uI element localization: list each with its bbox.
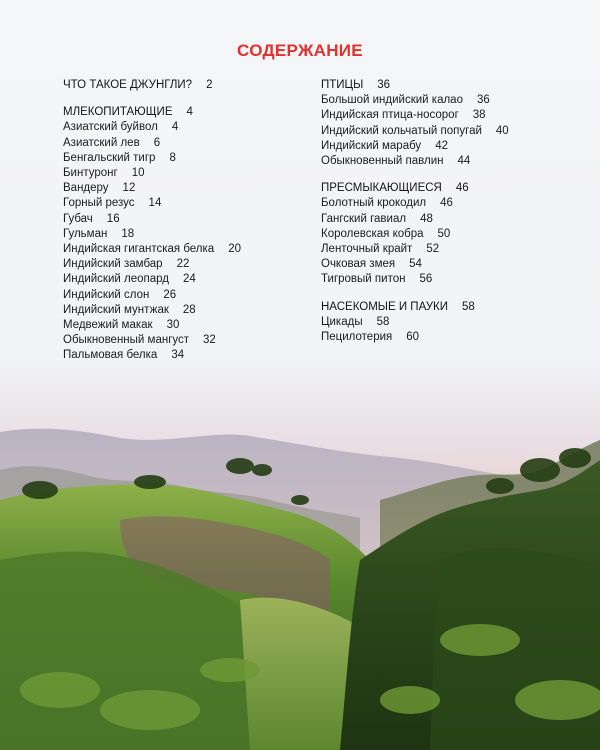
toc-page-number: 54 <box>409 258 422 271</box>
toc-entry[interactable] <box>321 139 509 154</box>
toc-entry-label: Ленточный крайт <box>321 243 413 256</box>
toc-entry-label: Индийский марабу <box>321 139 422 152</box>
toc-heading[interactable] <box>321 181 509 196</box>
toc-entry-label: Цикады <box>321 315 363 328</box>
toc-entry[interactable] <box>321 124 509 139</box>
toc-page-number: 42 <box>435 139 448 152</box>
toc-left-column <box>63 78 241 376</box>
toc-entry[interactable] <box>63 212 241 227</box>
toc-entry-label: Индийский кольчатый попугай <box>321 124 482 137</box>
toc-entry[interactable] <box>63 272 241 287</box>
toc-entry-label: Медвежий макак <box>63 319 153 332</box>
toc-entry-label: Азиатский буйвол <box>63 121 158 134</box>
toc-section <box>321 78 509 169</box>
toc-entry[interactable] <box>63 333 241 348</box>
toc-entry-label: Гангский гавиал <box>321 212 407 225</box>
toc-page-number: 40 <box>495 124 509 137</box>
toc-page-number: 30 <box>166 319 180 332</box>
toc-entry[interactable] <box>63 318 241 333</box>
toc-page-number: 58 <box>376 315 390 328</box>
toc-page-number: 60 <box>406 331 420 344</box>
toc-section <box>63 105 241 363</box>
toc-entry-label: Тигровый питон <box>321 273 406 286</box>
toc-entry-label: Индийский мунтжак <box>63 303 169 316</box>
toc-entry-label: Пальмовая белка <box>63 349 158 362</box>
toc-page-number: 28 <box>182 303 196 316</box>
toc-page-number: 4 <box>186 106 193 119</box>
toc-entry-label: Вандеру <box>63 182 109 195</box>
toc-entry[interactable] <box>321 330 509 345</box>
toc-entry-label: Губач <box>63 212 93 225</box>
toc-heading-label: ПРЕСМЫКАЮЩИЕСЯ <box>321 182 442 195</box>
toc-heading-label: МЛЕКОПИТАЮЩИЕ <box>63 106 173 119</box>
toc-entry[interactable] <box>63 120 241 135</box>
toc-page-number: 8 <box>169 151 176 164</box>
toc-section <box>63 78 241 93</box>
toc-heading-label: ПТИЦЫ <box>321 79 364 91</box>
toc-entry[interactable] <box>321 272 509 287</box>
toc-entry-label: Королевская кобра <box>321 227 424 240</box>
toc-entry[interactable] <box>63 166 241 181</box>
toc-entry[interactable] <box>63 257 241 272</box>
toc-entry[interactable] <box>321 257 509 272</box>
toc-page-number: 44 <box>457 155 471 168</box>
toc-page-number: 6 <box>153 136 161 149</box>
toc-page-number: 4 <box>171 121 179 134</box>
toc-page-number: 12 <box>122 182 136 195</box>
toc-page-number: 38 <box>472 109 486 122</box>
toc-entry-label: Обыкновенный павлин <box>321 155 444 168</box>
toc-entry[interactable] <box>321 212 509 227</box>
toc-entry[interactable] <box>321 93 509 108</box>
toc-entry[interactable] <box>63 227 241 242</box>
toc-page-number: 34 <box>171 349 185 362</box>
toc-entry-label: Азиатский лев <box>63 136 140 149</box>
toc-page-number: 14 <box>148 197 162 210</box>
toc-entry[interactable] <box>321 242 509 257</box>
toc-entry-label: Горный резус <box>63 197 135 210</box>
toc-entry-label: Индийский леопард <box>63 273 169 286</box>
toc-page-number: 2 <box>206 79 213 91</box>
toc-entry[interactable] <box>321 154 509 169</box>
toc-page-number: 20 <box>228 243 241 256</box>
toc-right-column <box>321 78 509 357</box>
toc-entry-label: Обыкновенный мангуст <box>63 334 190 347</box>
toc-page-number: 56 <box>419 273 433 286</box>
toc-page-number: 18 <box>121 227 135 240</box>
toc-page-number: 26 <box>163 288 177 301</box>
toc-page-number: 32 <box>203 334 216 347</box>
toc-page-number: 36 <box>377 79 391 91</box>
toc-entry-label: Большой индийский калао <box>321 94 463 107</box>
toc-entry[interactable] <box>63 136 241 151</box>
toc-entry-label: Индийский слон <box>63 288 150 301</box>
toc-entry[interactable] <box>63 196 241 211</box>
toc-entry[interactable] <box>63 288 241 303</box>
toc-page-number: 52 <box>426 243 440 256</box>
toc-section <box>321 181 509 287</box>
toc-entry-label: Бинтуронг <box>63 167 118 180</box>
toc-page-number: 46 <box>455 182 469 195</box>
toc-heading[interactable] <box>63 78 241 93</box>
toc-entry-label: Очковая змея <box>321 258 396 271</box>
toc-entry[interactable] <box>63 242 241 257</box>
toc-heading-label: НАСЕКОМЫЕ И ПАУКИ <box>321 300 448 313</box>
toc-page-number: 22 <box>176 258 190 271</box>
toc-entry[interactable] <box>321 227 509 242</box>
toc-page-number: 10 <box>131 167 145 180</box>
toc-heading[interactable] <box>321 300 509 315</box>
toc-entry[interactable] <box>63 348 241 363</box>
toc-section <box>321 300 509 346</box>
toc-heading[interactable] <box>63 105 241 120</box>
toc-page-number: 48 <box>420 212 433 225</box>
toc-entry[interactable] <box>321 315 509 330</box>
toc-heading[interactable] <box>321 78 509 93</box>
toc-page-number: 24 <box>182 273 196 286</box>
toc-entry-label: Болотный крокодил <box>321 197 427 210</box>
toc-entry[interactable] <box>321 196 509 211</box>
toc-entry-label: Пецилотерия <box>321 331 393 344</box>
page-title: СОДЕРЖАНИЕ <box>237 41 363 60</box>
toc-page-number: 16 <box>106 212 120 225</box>
toc-entry[interactable] <box>63 181 241 196</box>
toc-entry-label: Бенгальский тигр <box>63 151 156 164</box>
toc-heading-label: ЧТО ТАКОЕ ДЖУНГЛИ? <box>63 79 193 91</box>
toc-entry[interactable] <box>63 151 241 166</box>
toc-page-number: 58 <box>462 300 475 313</box>
toc-entry-label: Гульман <box>63 227 108 240</box>
toc-entry-label: Индийская гигантская белка <box>63 243 215 256</box>
toc-entry-label: Индийская птица-носорог <box>321 109 459 122</box>
toc-entry-label: Индийский замбар <box>63 258 163 271</box>
toc-entry[interactable] <box>321 108 509 123</box>
toc-page-number: 36 <box>476 94 490 107</box>
toc-page-number: 46 <box>440 197 453 210</box>
toc-entry[interactable] <box>63 303 241 318</box>
toc-page-number: 50 <box>437 227 451 240</box>
